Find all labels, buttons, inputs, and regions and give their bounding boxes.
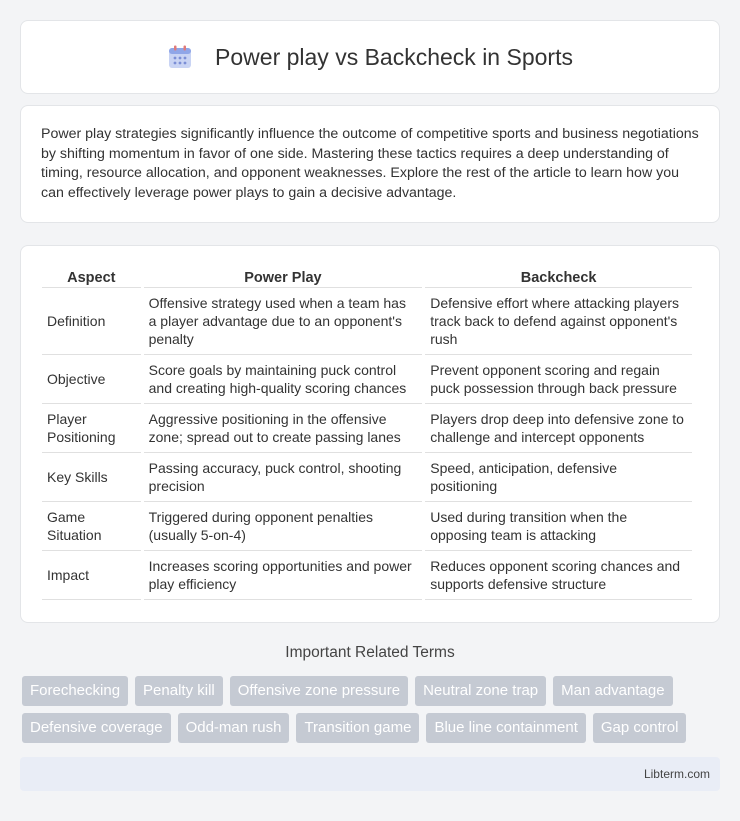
row-backcheck: Speed, anticipation, defensive positioning — [425, 453, 692, 502]
comparison-table — [39, 266, 695, 600]
row-power-play: Triggered during opponent penalties (usually 5-on-4) — [144, 502, 423, 551]
intro-card — [20, 105, 720, 223]
row-aspect: Objective — [42, 355, 141, 404]
row-aspect: Key Skills — [42, 453, 141, 502]
term-tag[interactable]: Gap control — [593, 713, 687, 743]
term-tag[interactable]: Forechecking — [22, 676, 128, 706]
term-tag[interactable]: Transition game — [296, 713, 419, 743]
row-backcheck: Defensive effort where attacking players track back to defend against opponent's rush — [425, 288, 692, 355]
table-row — [42, 502, 692, 551]
term-tag[interactable]: Odd-man rush — [178, 713, 290, 743]
table-row — [42, 355, 692, 404]
row-aspect: Impact — [42, 551, 141, 600]
row-aspect: Game Situation — [42, 502, 141, 551]
table-row — [42, 551, 692, 600]
table-row — [42, 404, 692, 453]
table-row — [42, 288, 692, 355]
row-aspect: Player Positioning — [42, 404, 141, 453]
intro-text: Power play strategies significantly influence the outcome of competitive sports and business negotiations by shifting momentum in favor of one side. Mastering these tactics requires a deep understanding of timing, resource allocation, and opponent weaknesses. Explore the rest of the article to learn how you can effectively leverage power plays to gain a decisive advantage. — [41, 126, 699, 201]
row-aspect: Definition — [42, 288, 141, 355]
row-power-play: Passing accuracy, puck control, shooting precision — [144, 453, 423, 502]
term-tag[interactable]: Man advantage — [553, 676, 672, 706]
row-backcheck: Prevent opponent scoring and regain puck possession through back pressure — [425, 355, 692, 404]
table-row — [42, 453, 692, 502]
page-title: Power play vs Backcheck in Sports — [215, 43, 573, 70]
title-card — [20, 20, 720, 94]
row-power-play: Increases scoring opportunities and power play efficiency — [144, 551, 423, 600]
row-power-play: Offensive strategy used when a team has a player advantage due to an opponent's penalty — [144, 288, 423, 355]
related-terms-title: Important Related Terms — [285, 644, 455, 661]
row-backcheck: Reduces opponent scoring chances and supports defensive structure — [425, 551, 692, 600]
row-power-play: Score goals by maintaining puck control and creating high-quality scoring chances — [144, 355, 423, 404]
term-tag[interactable]: Defensive coverage — [22, 713, 171, 743]
comparison-card — [20, 245, 720, 623]
footer — [20, 757, 720, 791]
related-terms — [22, 676, 722, 750]
header-backcheck: Backcheck — [425, 266, 692, 288]
term-tag[interactable]: Blue line containment — [426, 713, 585, 743]
table-header-row — [42, 266, 692, 288]
header-aspect: Aspect — [42, 266, 141, 288]
header-power-play: Power Play — [144, 266, 423, 288]
term-tag[interactable]: Neutral zone trap — [415, 676, 546, 706]
related-terms-row — [22, 676, 722, 706]
related-terms-row — [22, 713, 722, 743]
calendar-icon — [167, 44, 193, 70]
row-power-play: Aggressive positioning in the offensive zone; spread out to create passing lanes — [144, 404, 423, 453]
footer-link[interactable]: Libterm.com — [643, 767, 710, 781]
term-tag[interactable]: Offensive zone pressure — [230, 676, 408, 706]
row-backcheck: Used during transition when the opposing team is attacking — [425, 502, 692, 551]
term-tag[interactable]: Penalty kill — [135, 676, 223, 706]
row-backcheck: Players drop deep into defensive zone to challenge and intercept opponents — [425, 404, 692, 453]
